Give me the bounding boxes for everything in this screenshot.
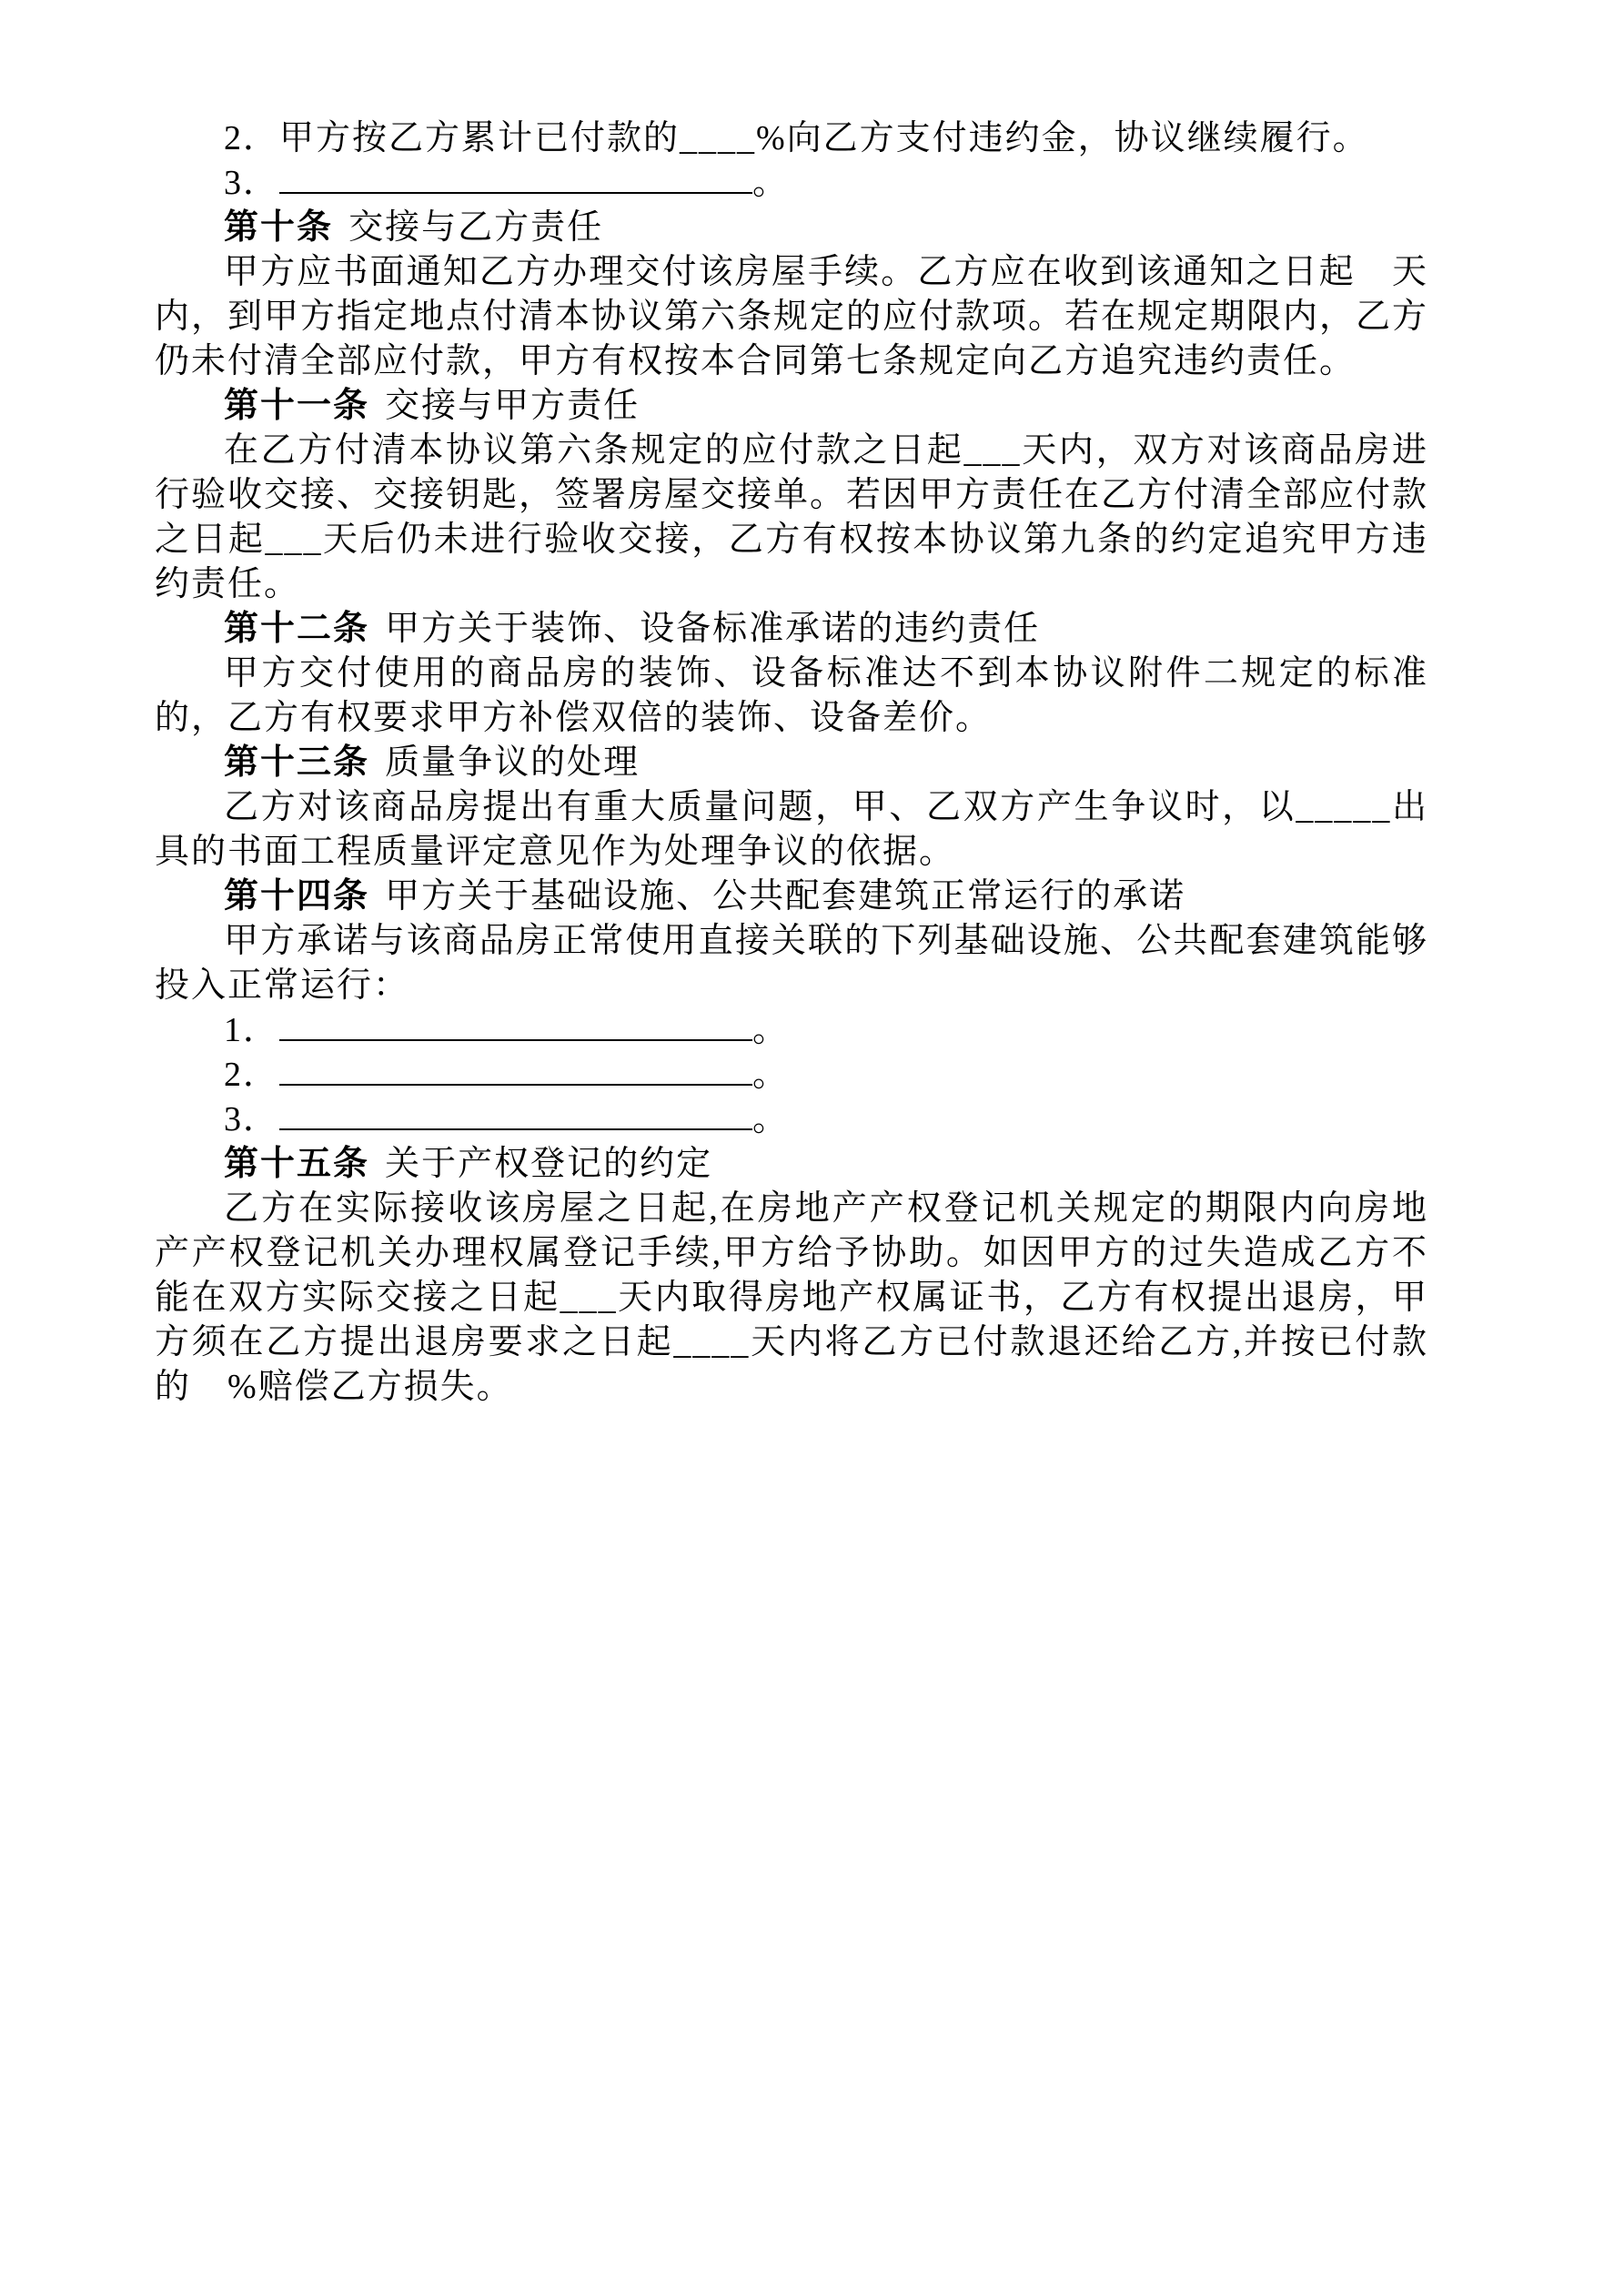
article-number: 第十三条 [224,743,370,782]
fill-in-blank [279,1128,752,1130]
fill-in-blank [279,1084,752,1086]
fill-in-blank [279,1039,752,1041]
facility-blank-item-2 [155,1053,1428,1097]
clause-item-2: 2．甲方按乙方累计已付款的____%向乙方支付违约金，协议继续履行。 [224,119,1369,157]
fill-in-blank [279,192,752,194]
facility-blank-item-3 [155,1097,1428,1142]
article-14-heading [155,875,1428,919]
clause-blank-item-3 [155,161,1428,206]
article-title: 甲方关于装饰、设备标准承诺的违约责任 [385,610,1041,648]
article-10-heading [155,206,1428,250]
article-title: 甲方关于基础设施、公共配套建筑正常运行的承诺 [385,877,1186,915]
article-number: 第十五条 [224,1145,370,1183]
item-period: 。 [752,1100,790,1138]
article-13-heading [155,741,1428,785]
article-14-body: 甲方承诺与该商品房正常使用直接关联的下列基础设施、公共配套建筑能够投入正常运行： [155,922,1428,1005]
article-15-heading [155,1142,1428,1187]
item-period: 。 [752,1011,790,1049]
article-10-body: 甲方应书面通知乙方办理交付该房屋手续。乙方应在收到该通知之日起 天内，到甲方指定地点付清本协议第六条规定的应付款项。若在规定期限内，乙方仍未付清全部应付款，甲方有权按本合同第七条规定向乙方追究违约责任。 [155,253,1429,380]
article-15-body: 乙方在实际接收该房屋之日起,在房地产产权登记机关规定的期限内向房地产产权登记机关办理权属登记手续,甲方给予协助。如因甲方的过失造成乙方不能在双方实际交接之日起___天内取得房地产权属证书，乙方有权提出退房，甲方须在乙方提出退房要求之日起____天内将乙方已付款退还给乙方,并按已付款的 %赔偿乙方损失。 [155,1189,1428,1406]
item-number: 2． [224,1056,280,1094]
item-number: 3． [224,1100,280,1138]
article-13-body: 乙方对该商品房提出有重大质量问题，甲、乙双方产生争议时，以_____出具的书面工程质量评定意见作为处理争议的依据。 [155,788,1428,871]
item-period: 。 [752,1056,790,1094]
item-period: 。 [752,164,790,202]
article-12-body: 甲方交付使用的商品房的装饰、设备标准达不到本协议附件二规定的标准的，乙方有权要求甲方补偿双倍的装饰、设备差价。 [155,654,1428,737]
article-title: 关于产权登记的约定 [385,1145,713,1183]
article-12-heading [155,607,1428,652]
article-number: 第十二条 [224,610,370,648]
article-11-heading [155,384,1428,429]
article-title: 交接与乙方责任 [348,208,604,247]
article-title: 质量争议的处理 [385,743,641,782]
article-number: 第十一条 [224,387,370,425]
article-title: 交接与甲方责任 [385,387,641,425]
article-11-body: 在乙方付清本协议第六条规定的应付款之日起___天内，双方对该商品房进行验收交接、交接钥匙，签署房屋交接单。若因甲方责任在乙方付清全部应付款之日起___天后仍未进行验收交接，乙方有权按本协议第九条的约定追究甲方违约责任。 [155,431,1429,603]
article-number: 第十四条 [224,877,370,915]
facility-blank-item-1 [155,1008,1428,1053]
item-number: 1． [224,1011,280,1049]
item-number: 3． [224,164,280,202]
article-number: 第十条 [224,208,334,247]
